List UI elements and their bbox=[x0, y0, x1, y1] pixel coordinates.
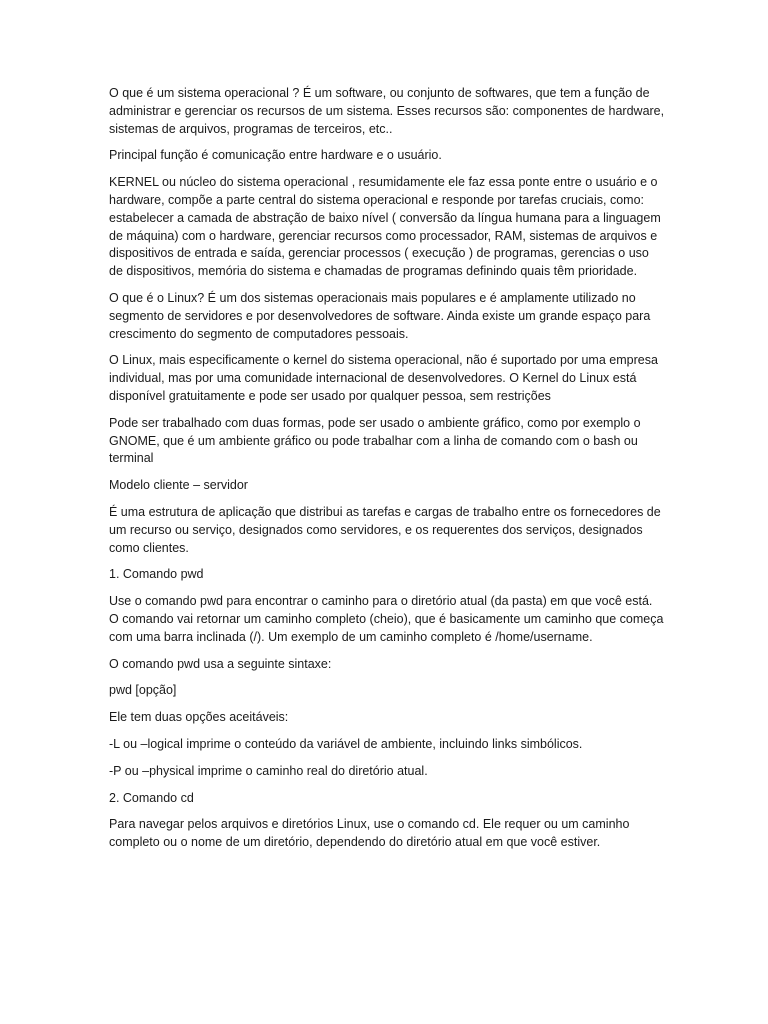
paragraph-option-l: -L ou –logical imprime o conteúdo da variável de ambiente, incluindo links simbólicos. bbox=[109, 736, 583, 751]
paragraph-pwd-usage: Use o comando pwd para encontrar o caminho para o diretório atual (da pasta) em que você está. O comando vai retornar um caminho completo (cheio), que é basicamente um caminho que começa com uma barra inclinada (/). Um exemplo de um caminho completo é /home/username. bbox=[109, 594, 664, 644]
heading-cd: 2. Comando cd bbox=[109, 790, 194, 805]
document-page bbox=[109, 85, 665, 861]
paragraph-pwd-syntax: O comando pwd usa a seguinte sintaxe: bbox=[109, 656, 332, 671]
heading-pwd: 1. Comando pwd bbox=[109, 567, 204, 582]
paragraph-kernel: KERNEL ou núcleo do sistema operacional , resumidamente ele faz essa ponte entre o usuário e o hardware, compõe a parte central do sistema operacional e responde por tarefas cruciais, como: estabelecer a camada de abstração de baixo nível ( conversão da língua humana para a linguagem de máquina) com o hardware, gerenciar recursos como processador, RAM, sistemas de arquivos e dispositivos de entrada e saída, gerenciar processos ( execução ) de programas, gerencias o uso de dispositivos, memória do sistema e chamadas de programas definindo quais têm prioridade. bbox=[109, 175, 661, 279]
paragraph-interfaces: Pode ser trabalhado com duas formas, pode ser usado o ambiente gráfico, como por exemplo o GNOME, que é um ambiente gráfico ou pode trabalhar com a linha de comando com o bash ou terminal bbox=[109, 415, 641, 466]
paragraph-cd-usage: Para navegar pelos arquivos e diretórios Linux, use o comando cd. Ele requer ou um caminho completo ou o nome de um diretório, dependendo do diretório atual em que você estiver. bbox=[109, 817, 630, 850]
paragraph-option-p: -P ou –physical imprime o caminho real do diretório atual. bbox=[109, 763, 428, 778]
paragraph-main-function: Principal função é comunicação entre hardware e o usuário. bbox=[109, 148, 442, 163]
paragraph-what-is-os: O que é um sistema operacional ? É um software, ou conjunto de softwares, que tem a função de administrar e gerenciar os recursos de um sistema. Esses recursos são: componentes de hardware, sistemas de arquivos, programas de terceiros, etc.. bbox=[109, 86, 665, 136]
paragraph-what-is-linux: O que é o Linux? É um dos sistemas operacionais mais populares e é amplamente utilizado no segmento de servidores e por desenvolvedores de software. Ainda existe um grande espaço para crescimento do segmento de computadores pessoais. bbox=[109, 290, 651, 341]
paragraph-client-server: É uma estrutura de aplicação que distribui as tarefas e cargas de trabalho entre os fornecedores de um recurso ou serviço, designados como servidores, e os requerentes dos serviços, designados como clientes. bbox=[109, 504, 661, 555]
paragraph-linux-kernel: O Linux, mais especificamente o kernel do sistema operacional, não é suportado por uma empresa individual, mas por uma comunidade internacional de desenvolvedores. O Kernel do Linux está disponível gratuitamente e pode ser usado por qualquer pessoa, sem restrições bbox=[109, 353, 658, 403]
heading-client-server: Modelo cliente – servidor bbox=[109, 478, 248, 493]
paragraph-pwd-options: Ele tem duas opções aceitáveis: bbox=[109, 710, 289, 725]
paragraph-pwd-command: pwd [opção] bbox=[109, 683, 177, 698]
